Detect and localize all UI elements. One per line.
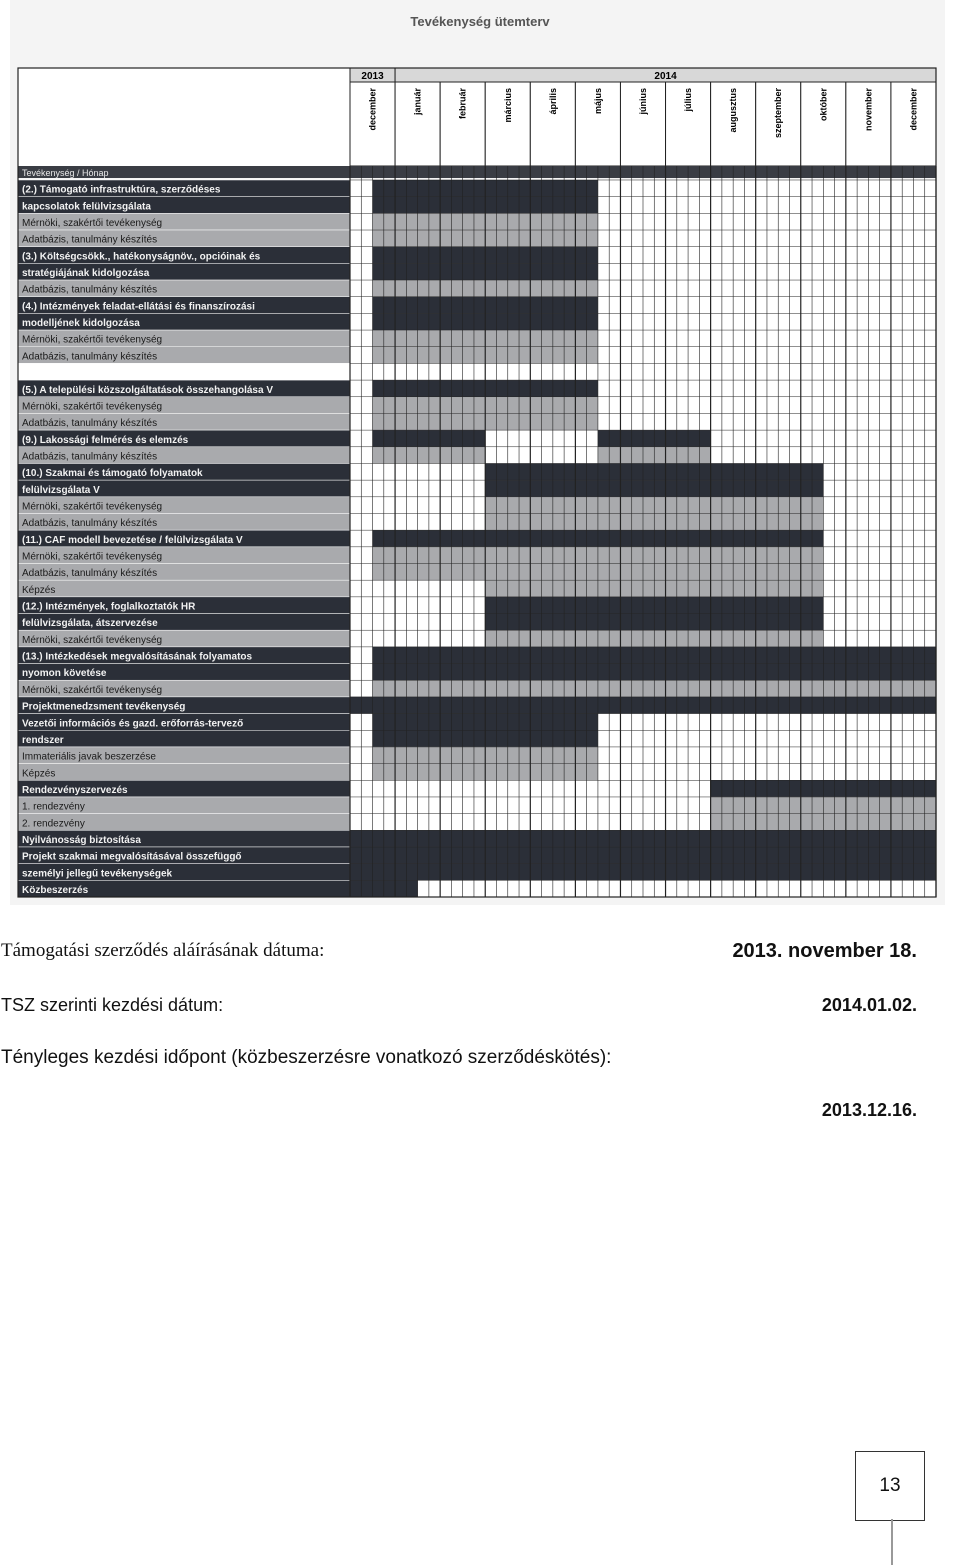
activity-label: Nyilvánosság biztosítása — [22, 834, 141, 846]
month-label: december — [908, 88, 919, 131]
month-label: május — [592, 88, 603, 115]
activity-label: nyomon követése — [22, 668, 107, 680]
month-label: november — [863, 88, 874, 132]
activity-label: (3.) Költségcsökk., hatékonyságnöv., opcióinak és — [22, 251, 261, 263]
activity-label: Mérnöki, szakértői tevékenység — [22, 501, 163, 513]
activity-label: Mérnöki, szakértői tevékenység — [22, 218, 163, 230]
gantt-title: Tevékenység ütemterv — [410, 14, 550, 29]
actual-start-date-label: Tényleges kezdési időpont (közbeszerzésre vonatkozó szerződéskötés): — [1, 1047, 612, 1068]
activity-label: modelljének kidolgozása — [22, 318, 140, 330]
activity-label: Rendezvényszervezés — [22, 784, 128, 796]
activity-label: Képzés — [22, 584, 56, 596]
signing-date-value: 2013. november 18. — [732, 940, 917, 962]
activity-label: Projektmenedzsment tevékenység — [22, 701, 186, 713]
activity-label: Adatbázis, tanulmány készítés — [22, 451, 158, 463]
activity-label: Adatbázis, tanulmány készítés — [22, 568, 158, 580]
activity-label: felülvizsgálata, átszervezése — [22, 618, 158, 630]
page-number-divider — [891, 1519, 893, 1565]
activity-label: 2. rendezvény — [22, 818, 85, 830]
activity-label: kapcsolatok felülvizsgálata — [22, 201, 151, 213]
month-label: október — [818, 88, 829, 122]
activity-label: Mérnöki, szakértői tevékenység — [22, 401, 163, 413]
activity-label: Mérnöki, szakértői tevékenység — [22, 684, 163, 696]
signing-date-label: Támogatási szerződés aláírásának dátuma: — [1, 940, 325, 961]
activity-label: (9.) Lakossági felmérés és elemzés — [22, 434, 189, 446]
activity-label: Képzés — [22, 768, 56, 780]
tsz-start-date-label: TSZ szerinti kezdési dátum: — [1, 995, 224, 1015]
activity-month-header: Tevékenység / Hónap — [22, 168, 109, 178]
activity-label: (2.) Támogató infrastruktúra, szerződéses — [22, 184, 221, 196]
activity-label: Mérnöki, szakértői tevékenység — [22, 551, 163, 563]
activity-label: stratégiájának kidolgozása — [22, 268, 150, 280]
gantt-chart — [10, 0, 945, 905]
activity-label: (11.) CAF modell bevezetése / felülvizsgálata V — [22, 534, 243, 546]
year-label: 2013 — [361, 71, 384, 82]
month-label: december — [367, 88, 378, 131]
month-label: július — [683, 88, 694, 112]
activity-label: Vezetői információs és gazd. erőforrás-tervező — [22, 718, 244, 730]
tsz-start-date-value: 2014.01.02. — [821, 995, 917, 1015]
activity-label: Adatbázis, tanulmány készítés — [22, 518, 158, 530]
year-label: 2014 — [654, 71, 677, 82]
page-number-text: 13 — [879, 1475, 901, 1496]
month-label: szeptember — [773, 88, 784, 139]
activity-label: Közbeszerzés — [22, 885, 89, 896]
activity-label: (4.) Intézmények feladat-ellátási és finanszírozási — [22, 301, 255, 313]
activity-label: Immateriális javak beszerzése — [22, 751, 156, 763]
activity-label: személyi jellegű tevékenységek — [22, 868, 173, 880]
page-number — [855, 1451, 925, 1521]
activity-label: Mérnöki, szakértői tevékenység — [22, 334, 163, 346]
month-label: február — [457, 88, 468, 120]
activity-label: (5.) A települési közszolgáltatások összehangolása V — [22, 384, 274, 396]
actual-start-date-value: 2013.12.16. — [821, 1100, 917, 1120]
activity-label-cell — [18, 764, 350, 781]
activity-label: felülvizsgálata V — [22, 484, 100, 496]
activity-label: (10.) Szakmai és támogató folyamatok — [22, 468, 203, 480]
activity-label: Adatbázis, tanulmány készítés — [22, 284, 158, 296]
month-label: március — [502, 88, 513, 123]
activity-label: Adatbázis, tanulmány készítés — [22, 234, 158, 246]
activity-label-cell — [18, 363, 350, 380]
month-label: június — [638, 88, 648, 115]
activity-label-cell — [18, 730, 350, 747]
month-label: április — [547, 88, 558, 115]
subheader-strip — [18, 166, 936, 178]
activity-label: Adatbázis, tanulmány készítés — [22, 418, 158, 430]
activity-label: rendszer — [22, 734, 64, 746]
month-label: augusztus — [728, 88, 739, 133]
activity-label: 1. rendezvény — [22, 801, 85, 813]
activity-label: (12.) Intézmények, foglalkoztatók HR — [22, 601, 196, 613]
activity-label: (13.) Intézkedések megvalósításának folyamatos — [22, 651, 253, 663]
activity-label-cell — [18, 580, 350, 597]
month-label: január — [412, 88, 423, 116]
activity-label: Adatbázis, tanulmány készítés — [22, 351, 158, 363]
gantt-chart-image — [10, 0, 945, 905]
activity-label: Mérnöki, szakértői tevékenység — [22, 634, 163, 646]
activity-label: Projekt szakmai megvalósításával összefüggő — [22, 851, 242, 863]
